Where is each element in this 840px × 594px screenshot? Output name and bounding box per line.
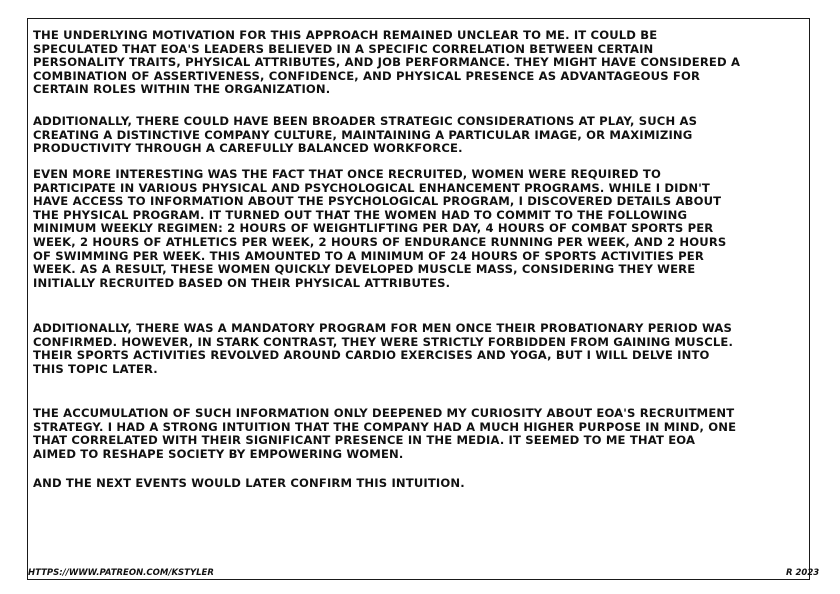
comic-panel-border	[27, 18, 810, 580]
paragraph-1: THE UNDERLYING MOTIVATION FOR THIS APPROACH REMAINED UNCLEAR TO ME. IT COULD BE SPECULATED THAT EOA'S LEADERS BELIEVED IN A SPECIFIC CORRELATION BETWEEN CERTAIN PERSONALITY TRAITS, PHYSICAL ATTRIBUTES, AND JOB PERFORMANCE. THEY MIGHT HAVE CONSIDERED A COMBINATION OF ASSERTIVENESS, CONFIDENCE, AND PHYSICAL PRESENCE AS ADVANTAGEOUS FOR CERTAIN ROLES WITHIN THE ORGANIZATION.	[33, 28, 741, 97]
paragraph-2: ADDITIONALLY, THERE COULD HAVE BEEN BROADER STRATEGIC CONSIDERATIONS AT PLAY, SUCH AS CREATING A DISTINCTIVE COMPANY CULTURE, MAINTAINING A PARTICULAR IMAGE, OR MAXIMIZING PRODUCTIVITY THROUGH A CAREFULLY BALANCED WORKFORCE.	[33, 114, 698, 156]
paragraph-3: EVEN MORE INTERESTING WAS THE FACT THAT ONCE RECRUITED, WOMEN WERE REQUIRED TO PARTICIPATE IN VARIOUS PHYSICAL AND PSYCHOLOGICAL ENHANCEMENT PROGRAMS. WHILE I DIDN'T HAVE ACCESS TO INFORMATION ABOUT THE PSYCHOLOGICAL PROGRAM, I DISCOVERED DETAILS ABOUT THE PHYSICAL PROGRAM. IT TURNED OUT THAT THE WOMEN HAD TO COMMIT TO THE FOLLOWING MINIMUM WEEKLY REGIMEN: 2 HOURS OF WEIGHTLIFTING PER DAY, 4 HOURS OF COMBAT SPORTS PER WEEK, 2 HOURS OF ATHLETICS PER WEEK, 2 HOURS OF ENDURANCE RUNNING PER WEEK, AND 2 HOURS OF SWIMMING PER WEEK. THIS AMOUNTED TO A MINIMUM OF 24 HOURS OF SPORTS ACTIVITIES PER WEEK. AS A RESULT, THESE WOMEN QUICKLY DEVELOPED MUSCLE MASS, CONSIDERING THEY WERE INITIALLY RECRUITED BASED ON THEIR PHYSICAL ATTRIBUTES.	[33, 167, 727, 290]
paragraph-4: ADDITIONALLY, THERE WAS A MANDATORY PROGRAM FOR MEN ONCE THEIR PROBATIONARY PERIOD WAS CONFIRMED. HOWEVER, IN STARK CONTRAST, THEY WERE STRICTLY FORBIDDEN FROM GAINING MUSCLE. THEIR SPORTS ACTIVITIES REVOLVED AROUND CARDIO EXERCISES AND YOGA, BUT I WILL DELVE INTO THIS TOPIC LATER.	[33, 321, 734, 376]
copyright-year: R 2023	[786, 568, 820, 578]
paragraph-5: THE ACCUMULATION OF SUCH INFORMATION ONLY DEEPENED MY CURIOSITY ABOUT EOA'S RECRUITMENT STRATEGY. I HAD A STRONG INTUITION THAT THE COMPANY HAD A MUCH HIGHER PURPOSE IN MIND, ONE THAT CORRELATED WITH THEIR SIGNIFICANT PRESENCE IN THE MEDIA. IT SEEMED TO ME THAT EOA AIMED TO RESHAPE SOCIETY BY EMPOWERING WOMEN.	[33, 406, 737, 461]
patreon-link[interactable]: HTTPS://WWW.PATREON.COM/KSTYLER	[28, 568, 214, 578]
paragraph-6: AND THE NEXT EVENTS WOULD LATER CONFIRM THIS INTUITION.	[33, 476, 465, 490]
